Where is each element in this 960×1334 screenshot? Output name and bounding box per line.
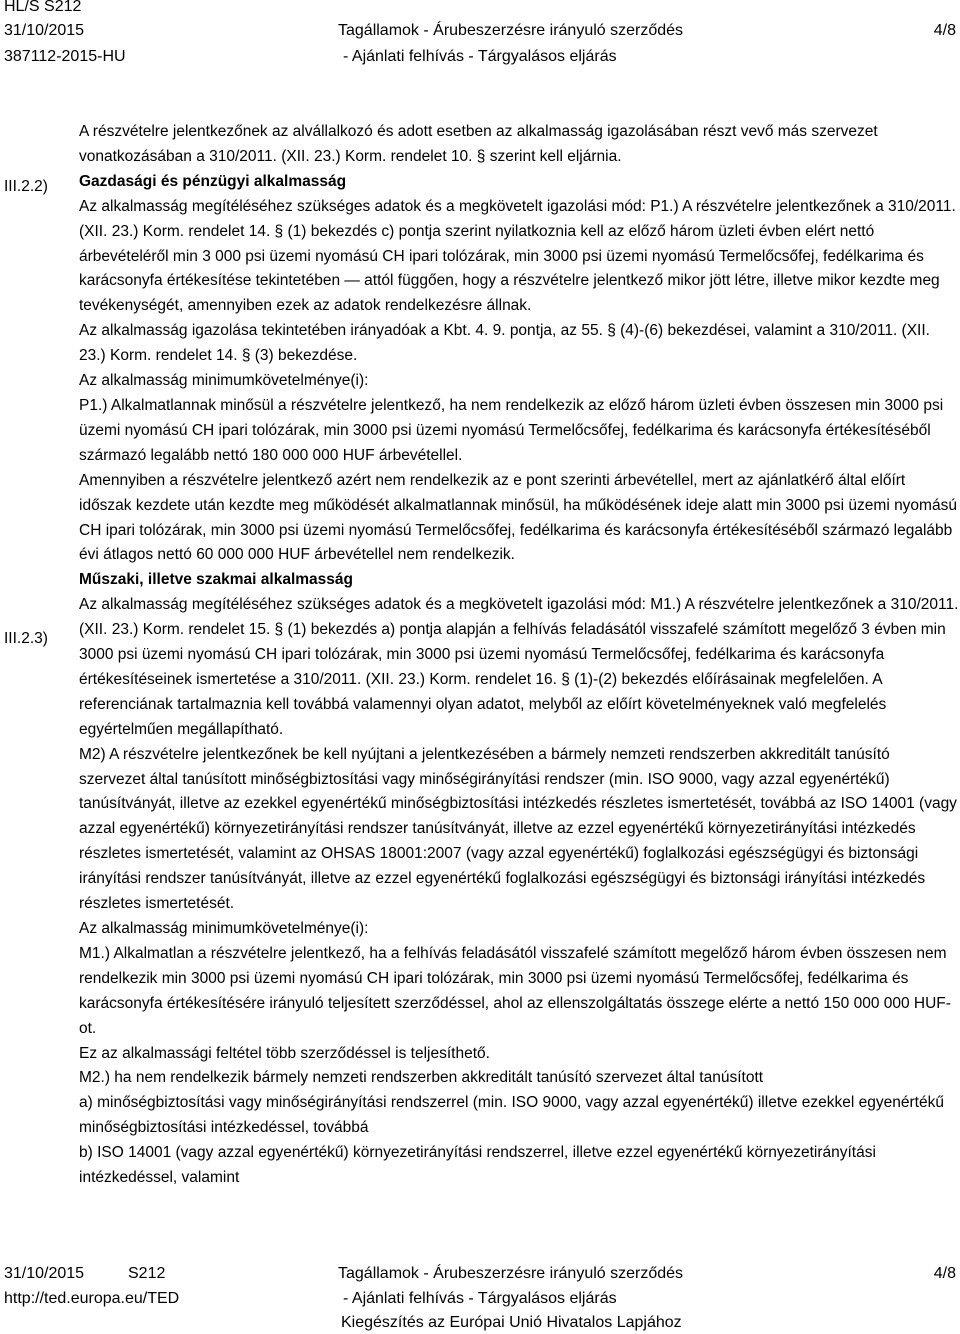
paragraph: Az alkalmasság megítéléséhez szükséges adatok és a megkövetelt igazolási mód: P1.) A részvételre jelentkezőnek a 310/2011. (XII. 23.) Korm. rendelet 14. § (1) bekezdés c) pontja szerint nyilatkoznia kell az előző három üzleti évben elért nettó árbevételéről min 3 000 psi üzemi nyomású CH ipari tolózárak, min 3000 psi üzemi nyomású Termelőcsőfej, fedélkarima és karácsonyfa értékesítése tekintetében — attól függően, hogy a részvételre jelentkező mikor jött létre, illetve mikor kezdte meg tevékenységét, amennyiben ezek az adatok rendelkezésre állnak. bbox=[79, 197, 956, 315]
header-page-number: 4/8 bbox=[933, 22, 956, 39]
footer-title-line3: Kiegészítés az Európai Unió Hivatalos Lapjához bbox=[341, 1314, 682, 1331]
intro-paragraph: A részvételre jelentkezőnek az alvállalkozó és adott esetben az alkalmasság igazolásában részt vevő más szervezet vonatkozásában a 310/2011. (XII. 23.) Korm. rendelet 10. § szerint kell eljárnia. bbox=[79, 123, 878, 165]
header-title-line1: Tagállamok - Árubeszerzésre irányuló szerződés bbox=[338, 22, 684, 39]
paragraph: M2.) ha nem rendelkezik bármely nemzeti rendszerben akkreditált tanúsító szervezet által tanúsított bbox=[79, 1069, 764, 1087]
footer-url: http://ted.europa.eu/TED bbox=[4, 1290, 180, 1307]
header-title-line2: - Ajánlati felhívás - Tárgyalásos eljárás bbox=[343, 48, 617, 65]
notice-number: 387112-2015-HU bbox=[4, 48, 126, 65]
footer-issue: S212 bbox=[128, 1265, 166, 1282]
paragraph: Az alkalmasság minimumkövetelménye(i): bbox=[79, 920, 369, 937]
paragraph: M1.) Alkalmatlan a részvételre jelentkező, ha a felhívás feladásától visszafelé számított megelőző három évben összesen nem rendelkezik min 3000 psi üzemi nyomású CH ipari tolózárak, min 3000 psi üzemi nyomású Termelőcsőfej, fedélkarima és karácsonyfa értékesítésére irányuló teljesített szerződéssel, ahol az ellenszolgáltatás összege elérte a nettó 150 000 000 HUF-ot. bbox=[79, 944, 951, 1037]
section-number-technical: III.2.3) bbox=[4, 630, 48, 647]
section-title-technical: Műszaki, illetve szakmai alkalmasság bbox=[79, 571, 353, 589]
paragraph: Az alkalmasság igazolása tekintetében irányadóak a Kbt. 4. 9. pontja, az 55. § (4)-(6) bekezdései, valamint a 310/2011. (XII. 23.) Korm. rendelet 14. § (3) bekezdése. bbox=[79, 322, 930, 365]
paragraph: Ez az alkalmassági feltétel több szerződéssel is teljesíthető. bbox=[79, 1044, 490, 1062]
doc-id: HL/S S212 bbox=[4, 0, 82, 15]
footer-title-line2: - Ajánlati felhívás - Tárgyalásos eljárás bbox=[343, 1290, 617, 1307]
paragraph: a) minőségbiztosítási vagy minőségirányítási rendszerrel (min. ISO 9000, vagy azzal egyenértékű) illetve ezekkel egyenértékű minőségbiztosítási intézkedéssel, továbbá bbox=[79, 1094, 944, 1137]
paragraph: Amennyiben a részvételre jelentkező azért nem rendelkezik az e pont szerinti árbevétellel, mert az ajánlatkérő által előírt időszak kezdete után kezdte meg működését alkalmatlannak minősül, ha működésének ideje alatt min 3000 psi üzemi nyomású CH ipari tolózárak, min 3000 psi üzemi nyomású Termelőcsőfej, fedélkarima és karácsonyfa értékesítéséből származó legalább évi átlagos nettó 60 000 000 HUF árbevétellel nem rendelkezik. bbox=[79, 471, 957, 564]
document-body bbox=[79, 120, 959, 1191]
footer-page-number: 4/8 bbox=[933, 1265, 956, 1282]
paragraph: P1.) Alkalmatlannak minősül a részvételre jelentkező, ha nem rendelkezik az előző három üzleti évben összesen min 3000 psi üzemi nyomású CH ipari tolózárak, min 3000 psi üzemi nyomású Termelőcsőfej, fedélkarima és karácsonyfa értékesítéséből származó legalább nettó 180 000 000 HUF árbevétellel. bbox=[79, 396, 944, 464]
paragraph: Az alkalmasság minimumkövetelménye(i): bbox=[79, 372, 369, 390]
footer-date: 31/10/2015 bbox=[4, 1265, 85, 1282]
section-number-economic: III.2.2) bbox=[4, 178, 48, 195]
paragraph: M2) A részvételre jelentkezőnek be kell nyújtani a jelentkezésében a bármely nemzeti rendszerben akkreditált tanúsító szervezet által tanúsított minőségbiztosítási vagy minőségirányítási rendszer (min. ISO 9000, vagy azzal egyenértékű) tanúsítványát, illetve az ezekkel egyenértékű minőségbiztosítási intézkedés részletes ismertetését, továbbá az ISO 14001 (vagy azzal egyenértékű) környezetirányítási rendszer tanúsítványát, illetve az ezzel egyenértékű környezetirányítási intézkedés részletes ismertetését, valamint az OHSAS 18001:2007 (vagy azzal egyenértékű) foglalkozási egészségügyi és biztonsági irányítási rendszer tanúsítványát, illetve az ezzel egyenértékű foglalkozási egészségügyi és biztonsági irányítási intézkedés részletes ismertetését. bbox=[79, 745, 957, 913]
footer-title-line1: Tagállamok - Árubeszerzésre irányuló szerződés bbox=[338, 1265, 684, 1282]
section-title-economic: Gazdasági és pénzügyi alkalmasság bbox=[79, 172, 347, 190]
header-date: 31/10/2015 bbox=[4, 22, 85, 39]
paragraph: b) ISO 14001 (vagy azzal egyenértékű) környezetirányítási rendszerrel, illetve ezzel egyenértékű környezetirányítási intézkedéssel, valamint bbox=[79, 1144, 876, 1187]
paragraph: Az alkalmasság megítéléséhez szükséges adatok és a megkövetelt igazolási mód: M1.) A részvételre jelentkezőnek a 310/2011. (XII. 23.) Korm. rendelet 15. § (1) bekezdés a) pontja alapján a felhívás feladásától visszafelé számított megelőző 3 évben min 3000 psi üzemi nyomású CH ipari tolózárak, min 3000 psi üzemi nyomású Termelőcsőfej, fedélkarima és karácsonyfa értékesítéseinek ismertetése a 310/2011. (XII. 23.) Korm. rendelet 16. § (1)-(2) bekezdés előírásainak megfelelően. A referenciának tartalmaznia kell továbbá valamennyi olyan adatot, melyből az előírt követelményeknek való megfelelés egyértelműen megállapítható. bbox=[79, 596, 959, 738]
